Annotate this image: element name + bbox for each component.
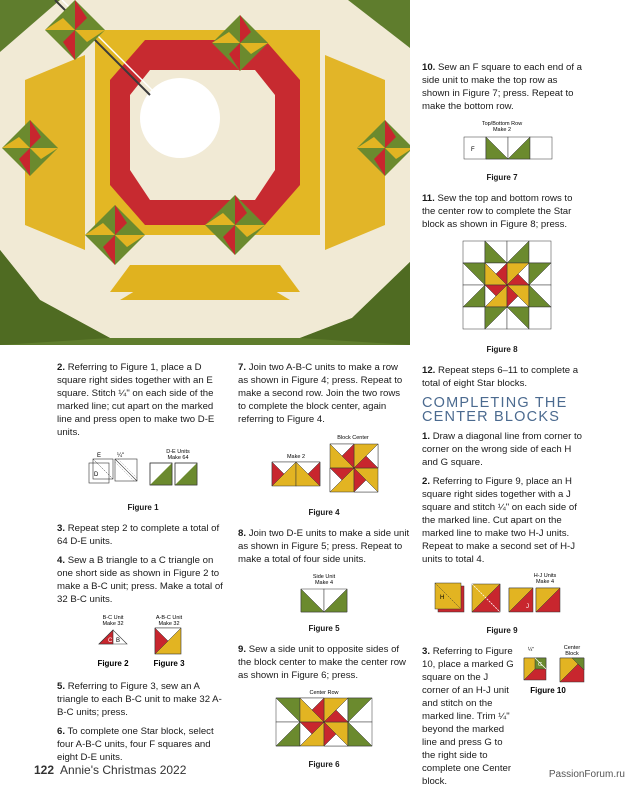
figure-5 bbox=[238, 572, 410, 635]
figure-4-caption: Figure 4 bbox=[308, 508, 340, 517]
figure-5-diagram bbox=[238, 572, 410, 614]
fig2-caption: Figure 2 bbox=[97, 659, 129, 668]
section-heading-line-2: CENTER BLOCKS bbox=[422, 409, 561, 425]
step-number: 5. bbox=[57, 681, 66, 692]
figure-4-diagram bbox=[238, 432, 410, 498]
fig2-unit-make: Make 32 bbox=[102, 621, 124, 627]
step-number: 7. bbox=[238, 362, 247, 373]
fig2-label-b: B bbox=[116, 638, 121, 644]
step-3 bbox=[57, 522, 229, 548]
step-number: 6. bbox=[57, 726, 66, 737]
step-number: 1. bbox=[422, 431, 431, 442]
column-1 bbox=[57, 361, 229, 770]
fig7-label-f: F bbox=[471, 147, 475, 153]
fig10-caption: Figure 10 bbox=[530, 686, 566, 695]
step-number: 2. bbox=[422, 476, 431, 487]
fig1-label-d: D bbox=[94, 472, 99, 478]
fig2-label-c: C bbox=[108, 638, 113, 644]
step-number: 3. bbox=[422, 646, 431, 657]
step-text: To complete one Star block, select four A-B-C units, four F squares and eight D-E units. bbox=[57, 726, 214, 763]
step-number: 12. bbox=[422, 365, 436, 376]
fig6-label-top: Center Row bbox=[309, 690, 339, 696]
fig1-label-e: E bbox=[97, 453, 102, 459]
center-step-2 bbox=[422, 475, 582, 566]
step-7 bbox=[238, 361, 410, 426]
fig5-unit-label: Side Unit bbox=[312, 574, 336, 580]
step-number: 9. bbox=[238, 644, 247, 655]
page-footer bbox=[34, 763, 186, 777]
step-4 bbox=[57, 554, 229, 606]
figure-6 bbox=[238, 688, 410, 771]
fig1-label-qtr: ¼" bbox=[117, 453, 125, 459]
step-6 bbox=[57, 725, 229, 764]
step-11 bbox=[422, 192, 582, 231]
center-step-3 bbox=[422, 645, 582, 788]
step-text: Draw a diagonal line from corner to corner on the wrong side of each H and G square. bbox=[422, 431, 582, 468]
step-number: 4. bbox=[57, 555, 66, 566]
figure-7-diagram bbox=[422, 119, 582, 163]
fig3-unit-label: A-B-C Unit bbox=[155, 615, 183, 621]
center-step-1 bbox=[422, 430, 582, 469]
step-text: Join two A-B-C units to make a row as shown in Figure 4; press. Repeat to make a second row. Join the two rows to complete the block center, again referring to Figure 4. bbox=[238, 362, 403, 425]
section-heading bbox=[422, 396, 582, 424]
fig2-unit-label: B-C Unit bbox=[102, 615, 124, 621]
figure-7-caption: Figure 7 bbox=[486, 173, 518, 182]
fig3-unit-make: Make 32 bbox=[158, 621, 180, 627]
fig4-label-top: Block Center bbox=[337, 435, 369, 441]
step-2 bbox=[57, 361, 229, 439]
figure-4 bbox=[238, 432, 410, 519]
figure-1 bbox=[57, 445, 229, 514]
step-number: 3. bbox=[57, 523, 66, 534]
publication-name: Annie's Christmas 2022 bbox=[60, 763, 187, 777]
section-heading-line-1: COMPLETING THE bbox=[422, 395, 568, 411]
step-text: Sew a B triangle to a C triangle on one short side as shown in Figure 2 to make a B-C unit; press. Make a total of 32 B-C units. bbox=[57, 555, 223, 605]
quilt-photo bbox=[0, 0, 410, 345]
figure-9 bbox=[422, 572, 582, 637]
figure-6-diagram bbox=[238, 688, 410, 750]
fig4-label-left: Make 2 bbox=[286, 454, 306, 460]
step-text: Repeat steps 6–11 to complete a total of eight Star blocks. bbox=[422, 365, 579, 389]
figure-5-caption: Figure 5 bbox=[308, 624, 340, 633]
step-text: Referring to Figure 3, sew an A triangle to each B-C unit to make 32 A-B-C units; press. bbox=[57, 681, 222, 718]
fig7-unit-label: Top/Bottom Row bbox=[481, 121, 523, 127]
fig9-unit-make: Make 4 bbox=[535, 579, 555, 585]
step-8 bbox=[238, 527, 410, 566]
figures-2-3 bbox=[57, 612, 229, 672]
step-number: 10. bbox=[422, 62, 436, 73]
fig9-label-j: J bbox=[526, 604, 529, 610]
step-text: Repeat step 2 to complete a total of 64 D-E units. bbox=[57, 523, 220, 547]
figures-2-3-diagram bbox=[57, 612, 229, 668]
step-10 bbox=[422, 61, 582, 113]
figure-10 bbox=[518, 645, 586, 699]
fig1-unit-label: D-E Units bbox=[166, 449, 190, 455]
fig7-unit-make: Make 2 bbox=[492, 127, 512, 133]
figure-1-caption: Figure 1 bbox=[127, 503, 159, 512]
fig1-unit-make: Make 64 bbox=[167, 455, 189, 461]
fig3-caption: Figure 3 bbox=[153, 659, 185, 668]
step-12 bbox=[422, 364, 582, 390]
fig10-label-qtr: ¼" bbox=[528, 647, 534, 653]
figure-1-diagram bbox=[57, 445, 229, 493]
step-text: Referring to Figure 10, place a marked G square on the J corner of an H-J unit and stitch on the marked line. Trim ¼" beyond the marked line and press G to the right side to complete one Center block. bbox=[422, 646, 514, 787]
figure-8-caption: Figure 8 bbox=[486, 345, 518, 354]
step-number: 2. bbox=[57, 362, 66, 373]
step-number: 11. bbox=[422, 193, 435, 204]
step-text: Sew a side unit to opposite sides of the block center to make the center row as shown in Figure 6; press. bbox=[238, 644, 406, 681]
column-2 bbox=[238, 361, 410, 779]
step-text: Join two D-E units to make a side unit as shown in Figure 5; press. Repeat to make a total of four side units. bbox=[238, 528, 410, 565]
step-9 bbox=[238, 643, 410, 682]
figure-7 bbox=[422, 119, 582, 184]
step-5 bbox=[57, 680, 229, 719]
figure-8 bbox=[422, 237, 582, 356]
page-number: 122 bbox=[34, 763, 55, 777]
step-text: Sew the top and bottom rows to the center row to complete the Star block as shown in Figure 8; press. bbox=[422, 193, 573, 230]
step-text: Referring to Figure 1, place a D square right sides together with an E square. Stitch ¼" on each side of the marked line; cut apart on the marked line and press open to make two D-E units. bbox=[57, 362, 215, 438]
step-number: 8. bbox=[238, 528, 247, 539]
fig9-unit-label: H-J Units bbox=[533, 573, 557, 579]
fig10-label-g: G bbox=[538, 662, 543, 668]
figure-9-diagram bbox=[422, 572, 582, 616]
fig5-unit-make: Make 4 bbox=[314, 580, 334, 586]
fig10-unit-make: Block bbox=[565, 651, 579, 657]
figure-8-diagram bbox=[422, 237, 582, 335]
step-text: Sew an F square to each end of a side unit to make the top row as shown in Figure 7; press. Repeat to make the bottom row. bbox=[422, 62, 583, 112]
step-text: Referring to Figure 9, place an H square right sides together with a J square and stitch ¼" on each side of the marked line. Cut apart on the marked line to make two H-J units. Repeat to make a second set of H-J units to total 4. bbox=[422, 476, 577, 565]
figure-10-diagram bbox=[518, 645, 586, 695]
fig10-unit-label: Center bbox=[563, 645, 581, 651]
fig9-label-h: H bbox=[440, 595, 445, 601]
figure-6-caption: Figure 6 bbox=[308, 760, 340, 769]
figure-9-caption: Figure 9 bbox=[486, 626, 518, 635]
watermark: PassionForum.ru bbox=[548, 769, 625, 780]
column-3 bbox=[422, 61, 582, 794]
